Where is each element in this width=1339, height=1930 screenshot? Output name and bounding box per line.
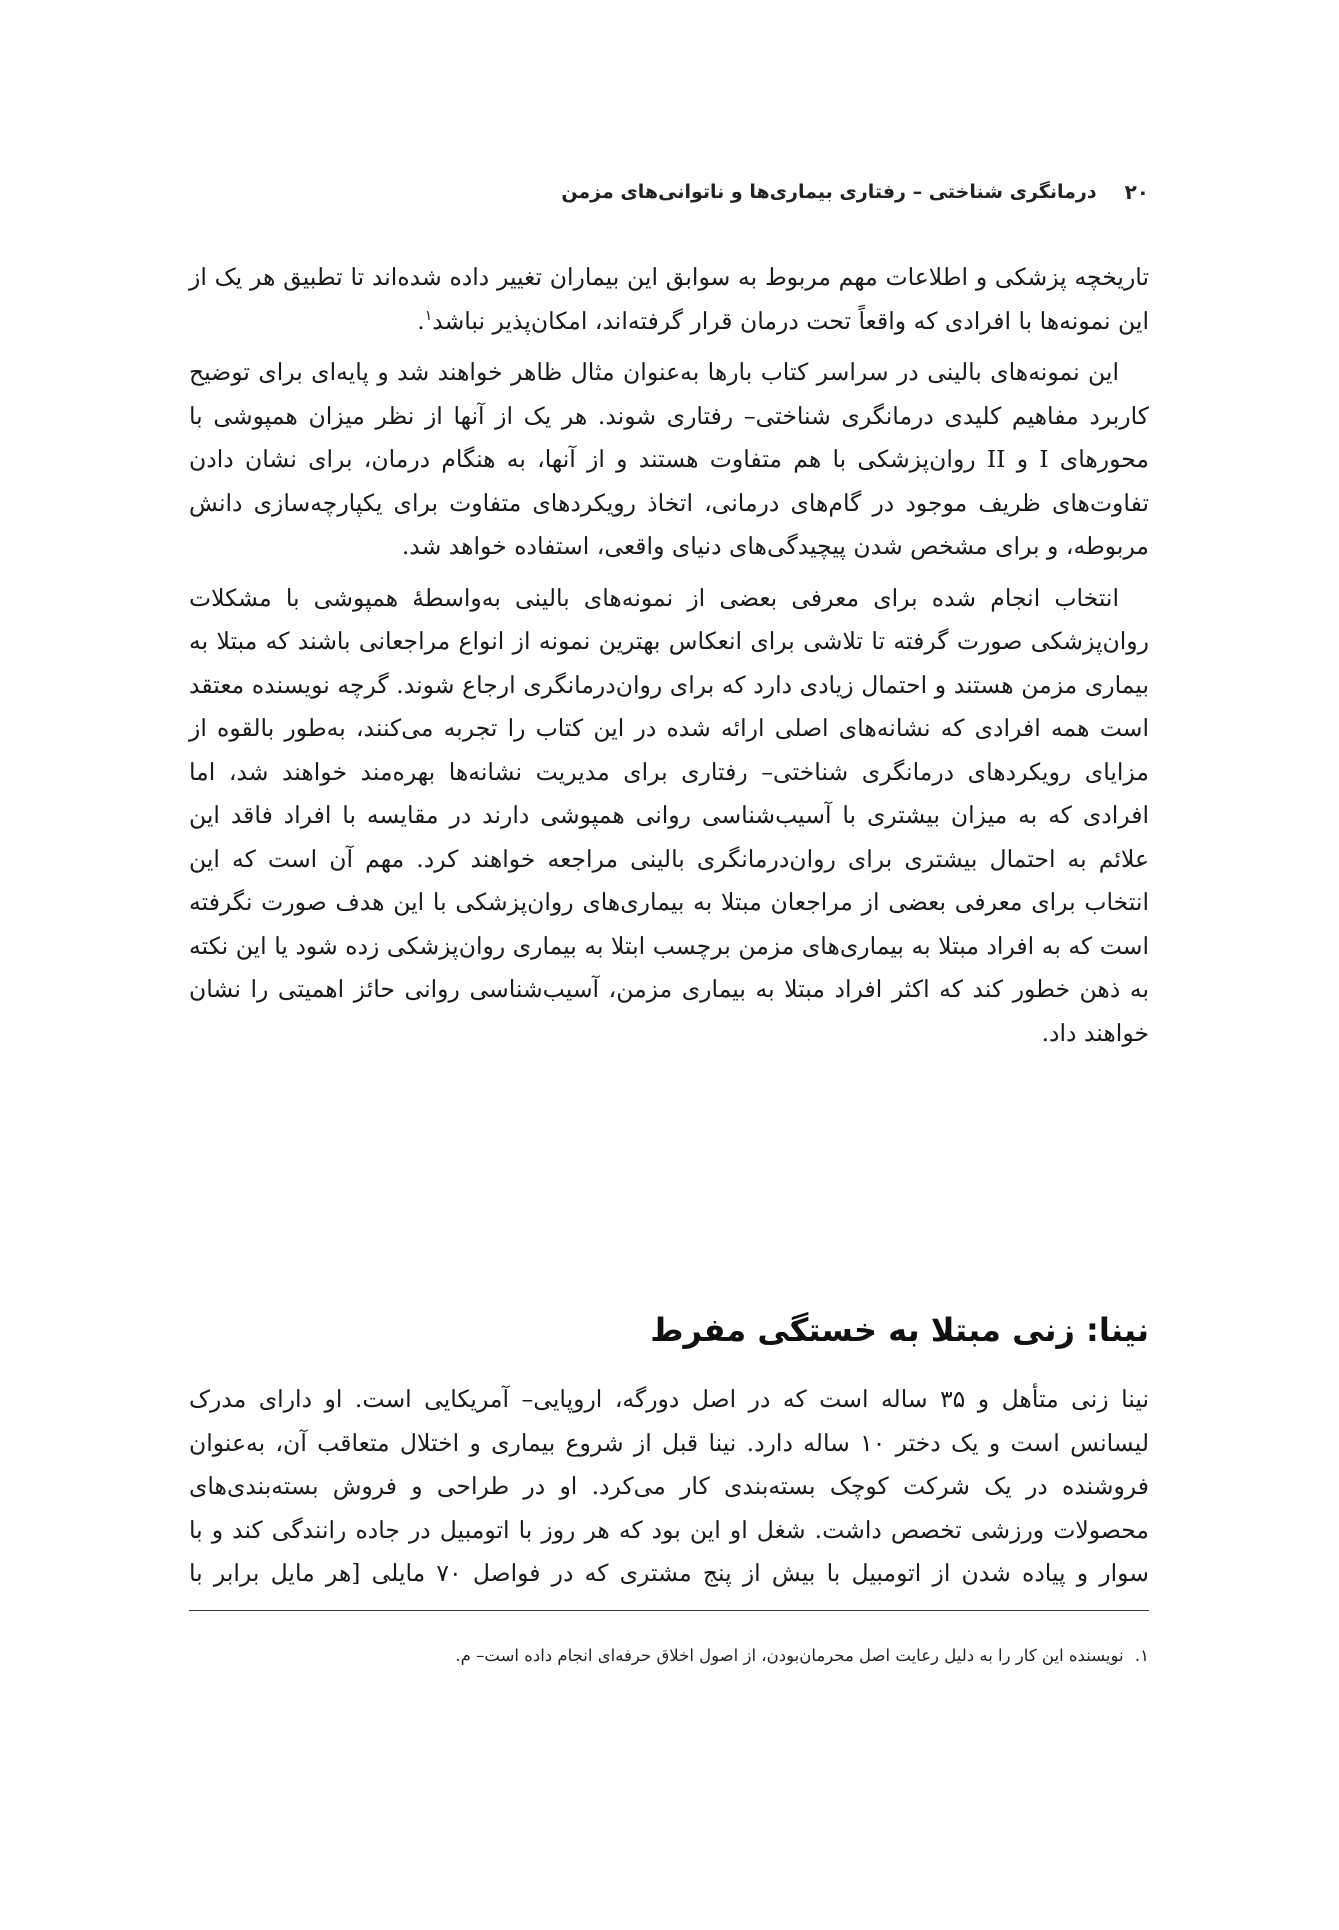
page-number: ۲۰ bbox=[1124, 180, 1149, 204]
paragraph-2: این نمونه‌های بالینی در سراسر کتاب بارها به‌عنوان مثال ظاهر خواهند شد و پایه‌ای برای توضیح کاربرد مفاهیم کلیدی درمانگری شناختی– رفتاری شوند. هر یک از آنها از نظر میزان همپوشی با محورهای I و II روان‌پزشکی با هم متفاوت هستند و از آنها، به هنگام درمان، برای نشان دادن تفاوت‌های ظریف موجود در گام‌های درمانی، اتخاذ رویکردهای متفاوت برای یکپارچه‌سازی دانش مربوطه، و برای مشخص شدن پیچیدگی‌های دنیای واقعی، استفاده خواهد شد. bbox=[189, 358, 1149, 560]
footnote-number: ۱. bbox=[1134, 1646, 1149, 1665]
section-heading: نینا: زنی مبتلا به خستگی مفرط bbox=[650, 1311, 1149, 1349]
body-text bbox=[189, 256, 1149, 1055]
footnote-marker: ۱ bbox=[424, 307, 433, 324]
footnote bbox=[189, 1643, 1149, 1669]
paragraph-3: انتخاب انجام شده برای معرفی بعضی از نمونه‌های بالینی به‌واسطهٔ همپوشی با مشکلات روان‌پزشکی صورت گرفته تا تلاشی برای انعکاس بهترین نمونه از انواع مراجعانی باشند که مبتلا به بیماری مزمن هستند و احتمال زیادی دارد که برای روان‌درمانگری ارجاع شوند. گرچه نویسنده معتقد است همه افرادی که نشانه‌های اصلی ارائه شده در این کتاب را تجربه می‌کنند، به‌طور بالقوه از مزایای رویکردهای درمانگری شناختی– رفتاری برای مدیریت نشانه‌ها بهره‌مند خواهند شد، اما افرادی که به میزان بیشتری با آسیب‌شناسی روانی همپوشی دارند در مقایسه با افراد فاقد این علائم به احتمال بیشتری برای روان‌درمانگری بالینی مراجعه خواهند کرد. مهم آن است که این انتخاب برای معرفی بعضی از مراجعان مبتلا به بیماری‌های روان‌پزشکی با این هدف صورت نگرفته است که به افراد مبتلا به بیماری‌های مزمن برچسب ابتلا به بیماری روان‌پزشکی زده شود یا این نکته به ذهن خطور کند که اکثر افراد مبتلا به بیماری مزمن، آسیب‌شناسی روانی حائز اهمیتی را نشان خواهند داد. bbox=[189, 583, 1149, 1047]
section-paragraph: نینا زنی متأهل و ۳۵ ساله است که در اصل دورگه، اروپایی– آمریکایی است. او دارای مدرک لیسانس است و یک دختر ۱۰ ساله دارد. نینا قبل از شروع بیماری و اختلال متعاقب آن، به‌عنوان فروشنده در یک شرکت کوچک بسته‌بندی کار می‌کرد. او در طراحی و فروش بسته‌بندی‌های محصولات ورزشی تخصص داشت. شغل او این بود که هر روز با اتومبیل در جاده رانندگی کند و با سوار و پیاده شدن از اتومبیل با بیش از پنج مشتری که در فواصل ۷۰ مایلی [هر مایل برابر با bbox=[189, 1385, 1150, 1587]
running-title: درمانگری شناختی – رفتاری بیماری‌ها و ناتوانی‌های مزمن bbox=[561, 181, 1097, 203]
footnote-divider bbox=[189, 1610, 1149, 1611]
paragraph-1-text: تاریخچه پزشکی و اطلاعات مهم مربوط به سوابق این بیماران تغییر داده شده‌اند تا تطبیق هر یک از این نمونه‌ها با افرادی که واقعاً تحت درمان قرار گرفته‌اند، امکان‌پذیر نباشد bbox=[189, 263, 1149, 335]
running-head bbox=[189, 180, 1149, 204]
section-text bbox=[189, 1378, 1149, 1596]
paragraph-1-end: . bbox=[417, 306, 425, 335]
paragraph-1 bbox=[189, 256, 1149, 343]
footnote-text: نویسنده این کار را به دلیل رعایت اصل محرمان‌بودن، از اصول اخلاق حرفه‌ای انجام داده است– م. bbox=[455, 1646, 1124, 1665]
